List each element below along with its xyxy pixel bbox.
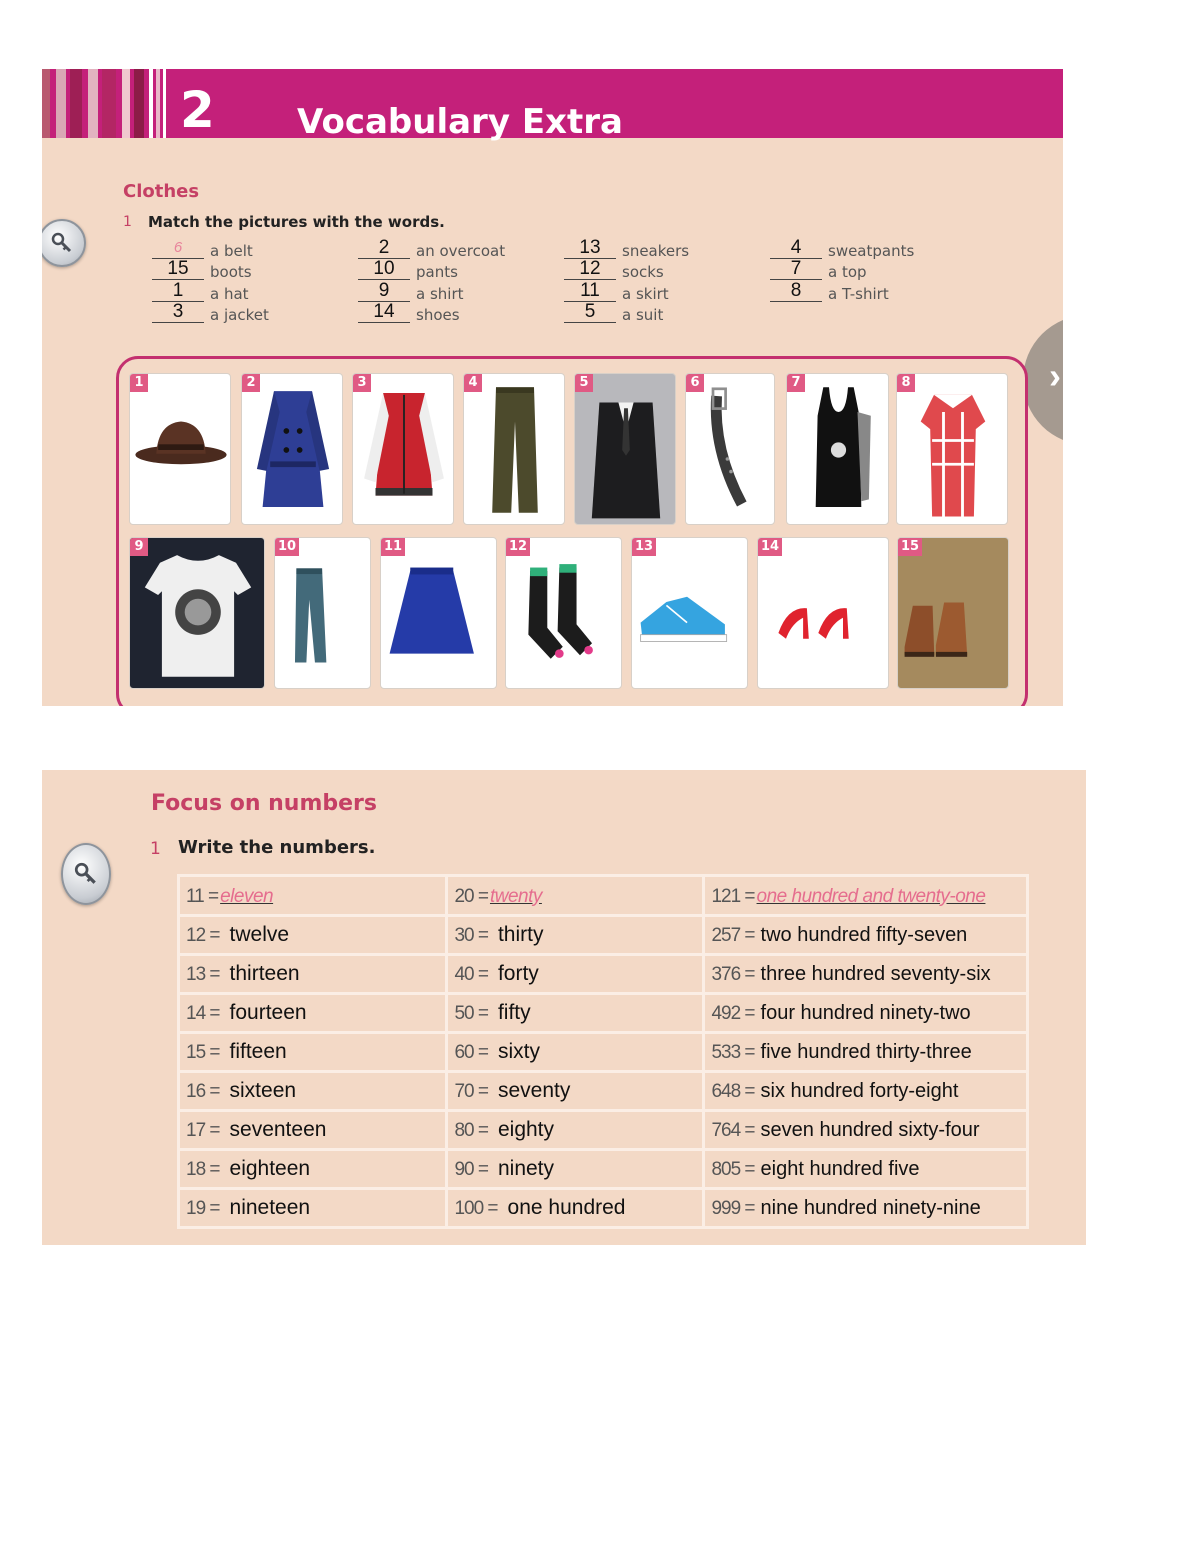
number-label: 100 =: [454, 1198, 498, 1219]
t-shirt-icon: [130, 538, 265, 689]
number-answer[interactable]: nine hundred ninety-nine: [760, 1197, 981, 1219]
overcoat-icon: [242, 374, 343, 525]
number-label: 376 =: [711, 964, 755, 985]
number-answer[interactable]: three hundred seventy-six: [760, 963, 991, 985]
picture-card: [274, 537, 371, 689]
answer-blank[interactable]: 13: [564, 239, 616, 259]
clothes-picture-grid: [116, 356, 1028, 706]
number-label: 19 =: [186, 1198, 220, 1219]
sweatpants-icon: [464, 374, 565, 525]
picture-card: [786, 373, 889, 525]
number-answer[interactable]: eighteen: [229, 1157, 311, 1180]
exercise-instruction: Write the numbers.: [178, 837, 376, 858]
number-answer[interactable]: six hundred forty-eight: [760, 1080, 959, 1102]
focus-on-numbers-section: [42, 770, 1086, 1245]
number-answer[interactable]: fifty: [497, 1001, 531, 1024]
picture-card: [352, 373, 454, 525]
number-label: 30 =: [454, 925, 488, 946]
number-cell: [179, 1033, 447, 1072]
number-cell: [179, 1150, 447, 1189]
clothing-word: a T-shirt: [828, 285, 889, 303]
number-answer[interactable]: one hundred: [507, 1196, 626, 1219]
clothing-word: pants: [416, 263, 458, 281]
number-answer[interactable]: thirty: [497, 923, 544, 946]
number-label: 20 =: [454, 885, 488, 907]
number-cell: [447, 1189, 704, 1228]
picture-number: 10: [275, 538, 299, 556]
table-row: [179, 1033, 1028, 1072]
numbers-heading: Focus on numbers: [151, 791, 378, 816]
picture-card: [631, 537, 748, 689]
number-cell: [179, 955, 447, 994]
hat-icon: [130, 374, 231, 525]
number-answer[interactable]: forty: [497, 962, 539, 985]
suit-icon: [575, 374, 676, 525]
number-answer[interactable]: seven hundred sixty-four: [760, 1119, 980, 1141]
number-label: 90 =: [454, 1159, 488, 1180]
picture-number: 2: [242, 374, 260, 392]
number-answer[interactable]: four hundred ninety-two: [760, 1002, 971, 1024]
answer-blank[interactable]: 8: [770, 282, 822, 302]
picture-number: 9: [130, 538, 148, 556]
number-cell: [447, 1072, 704, 1111]
number-cell: [704, 1033, 1028, 1072]
unit-title: Vocabulary Extra: [297, 102, 623, 142]
clothing-word: socks: [622, 263, 664, 281]
number-label: 14 =: [186, 1003, 220, 1024]
number-label: 121 =: [711, 885, 755, 907]
clothing-word: a jacket: [210, 306, 269, 324]
number-answer[interactable]: nineteen: [229, 1196, 311, 1219]
clothing-word: a hat: [210, 285, 249, 303]
number-cell: [704, 1189, 1028, 1228]
number-cell: [447, 916, 704, 955]
exercise-instruction: Match the pictures with the words.: [148, 213, 445, 231]
number-answer[interactable]: eight hundred five: [760, 1158, 920, 1180]
number-answer[interactable]: sixty: [497, 1040, 540, 1063]
picture-card: [241, 373, 343, 525]
answer-blank[interactable]: 6: [152, 239, 204, 259]
answer-blank[interactable]: 12: [564, 260, 616, 280]
boots-icon: [898, 538, 1009, 689]
chevron-right-icon: ›: [1049, 355, 1061, 396]
clothing-word: a shirt: [416, 285, 464, 303]
exercise-number: 1: [123, 214, 132, 230]
number-answer[interactable]: eleven: [220, 885, 274, 907]
belt-icon: [686, 374, 775, 525]
number-answer[interactable]: seventeen: [229, 1118, 327, 1141]
table-row: [179, 876, 1028, 916]
vocabulary-extra-section: [42, 69, 1063, 706]
number-answer[interactable]: five hundred thirty-three: [760, 1041, 972, 1063]
number-label: 533 =: [711, 1042, 755, 1063]
jacket-icon: [353, 374, 454, 525]
number-answer[interactable]: thirteen: [229, 962, 300, 985]
answer-blank[interactable]: 14: [358, 303, 410, 323]
number-cell: [179, 994, 447, 1033]
next-page-button[interactable]: [1023, 315, 1063, 445]
number-answer[interactable]: fourteen: [229, 1001, 307, 1024]
clothing-word: a top: [828, 263, 867, 281]
answer-blank[interactable]: 1: [152, 282, 204, 302]
picture-number: 8: [897, 374, 915, 392]
unit-header-bar: [42, 69, 1063, 142]
picture-number: 15: [898, 538, 922, 556]
number-label: 80 =: [454, 1120, 488, 1141]
picture-number: 14: [758, 538, 782, 556]
answer-blank[interactable]: 7: [770, 260, 822, 280]
number-cell: [179, 1189, 447, 1228]
picture-number: 3: [353, 374, 371, 392]
shirt-icon: [897, 374, 1008, 525]
key-icon[interactable]: [42, 219, 86, 267]
number-answer[interactable]: twenty: [489, 885, 542, 907]
number-cell: [447, 955, 704, 994]
picture-card: [463, 373, 565, 525]
picture-card: [896, 373, 1008, 525]
number-cell: [179, 1111, 447, 1150]
clothing-word: sneakers: [622, 242, 690, 260]
clothing-word: a belt: [210, 242, 253, 260]
picture-number: 6: [686, 374, 704, 392]
number-answer[interactable]: twelve: [229, 923, 290, 946]
number-label: 492 =: [711, 1003, 755, 1024]
table-row: [179, 1072, 1028, 1111]
number-answer[interactable]: one hundred and twenty-one: [756, 885, 986, 907]
sneakers-icon: [632, 538, 748, 689]
picture-card: [757, 537, 889, 689]
answer-blank[interactable]: 9: [358, 282, 410, 302]
number-cell: [447, 1150, 704, 1189]
number-cell: [447, 994, 704, 1033]
clothing-word: a skirt: [622, 285, 669, 303]
top-icon: [787, 374, 889, 525]
number-cell: [179, 916, 447, 955]
picture-card: [685, 373, 775, 525]
picture-number: 5: [575, 374, 593, 392]
answer-blank[interactable]: 2: [358, 239, 410, 259]
picture-card: [897, 537, 1009, 689]
clothing-word: an overcoat: [416, 242, 506, 260]
number-cell: [704, 876, 1028, 916]
picture-number: 11: [381, 538, 405, 556]
number-cell: [704, 994, 1028, 1033]
number-cell: [447, 1033, 704, 1072]
number-cell: [179, 1072, 447, 1111]
picture-card: [505, 537, 622, 689]
clothing-word: a suit: [622, 306, 664, 324]
picture-number: 7: [787, 374, 805, 392]
number-cell: [704, 1111, 1028, 1150]
number-label: 12 =: [186, 925, 220, 946]
picture-number: 12: [506, 538, 530, 556]
clothing-word: shoes: [416, 306, 460, 324]
number-answer[interactable]: sixteen: [229, 1079, 297, 1102]
number-label: 764 =: [711, 1120, 755, 1141]
shoes-icon: [758, 538, 889, 689]
socks-icon: [506, 538, 622, 689]
pants-icon: [275, 538, 371, 689]
picture-card: [574, 373, 676, 525]
number-cell: [704, 1072, 1028, 1111]
unit-number: 2: [180, 81, 215, 139]
picture-card: [380, 537, 497, 689]
number-label: 17 =: [186, 1120, 220, 1141]
number-answer[interactable]: two hundred fifty-seven: [760, 924, 968, 946]
number-label: 648 =: [711, 1081, 755, 1102]
number-label: 70 =: [454, 1081, 488, 1102]
number-answer[interactable]: seventy: [497, 1079, 571, 1102]
number-label: 15 =: [186, 1042, 220, 1063]
skirt-icon: [381, 538, 497, 689]
picture-card: [129, 537, 265, 689]
number-label: 40 =: [454, 964, 488, 985]
table-row: [179, 916, 1028, 955]
clothing-word: boots: [210, 263, 252, 281]
picture-card: [129, 373, 231, 525]
clothing-word: sweatpants: [828, 242, 915, 260]
answer-blank[interactable]: 11: [564, 282, 616, 302]
clothes-heading: Clothes: [123, 181, 200, 202]
number-label: 13 =: [186, 964, 220, 985]
table-row: [179, 1111, 1028, 1150]
key-icon[interactable]: [61, 843, 111, 905]
number-label: 50 =: [454, 1003, 488, 1024]
table-row: [179, 1189, 1028, 1228]
number-label: 11 =: [186, 885, 219, 907]
number-cell: [179, 876, 447, 916]
answer-blank[interactable]: 5: [564, 303, 616, 323]
picture-number: 1: [130, 374, 148, 392]
number-cell: [447, 1111, 704, 1150]
number-cell: [704, 916, 1028, 955]
picture-number: 13: [632, 538, 656, 556]
numbers-table: [177, 874, 1029, 1229]
picture-number: 4: [464, 374, 482, 392]
number-cell: [704, 955, 1028, 994]
exercise-number: 1: [150, 839, 161, 859]
number-label: 16 =: [186, 1081, 220, 1102]
answer-blank[interactable]: 3: [152, 303, 204, 323]
table-row: [179, 994, 1028, 1033]
answer-blank[interactable]: 15: [152, 260, 204, 280]
number-cell: [447, 876, 704, 916]
number-label: 805 =: [711, 1159, 755, 1180]
table-row: [179, 955, 1028, 994]
table-row: [179, 1150, 1028, 1189]
answer-blank[interactable]: 4: [770, 239, 822, 259]
number-label: 257 =: [711, 925, 755, 946]
number-answer[interactable]: ninety: [497, 1157, 555, 1180]
number-label: 60 =: [454, 1042, 488, 1063]
number-answer[interactable]: fifteen: [229, 1040, 287, 1063]
answer-blank[interactable]: 10: [358, 260, 410, 280]
number-cell: [704, 1150, 1028, 1189]
number-label: 18 =: [186, 1159, 220, 1180]
number-label: 999 =: [711, 1198, 755, 1219]
number-answer[interactable]: eighty: [497, 1118, 555, 1141]
